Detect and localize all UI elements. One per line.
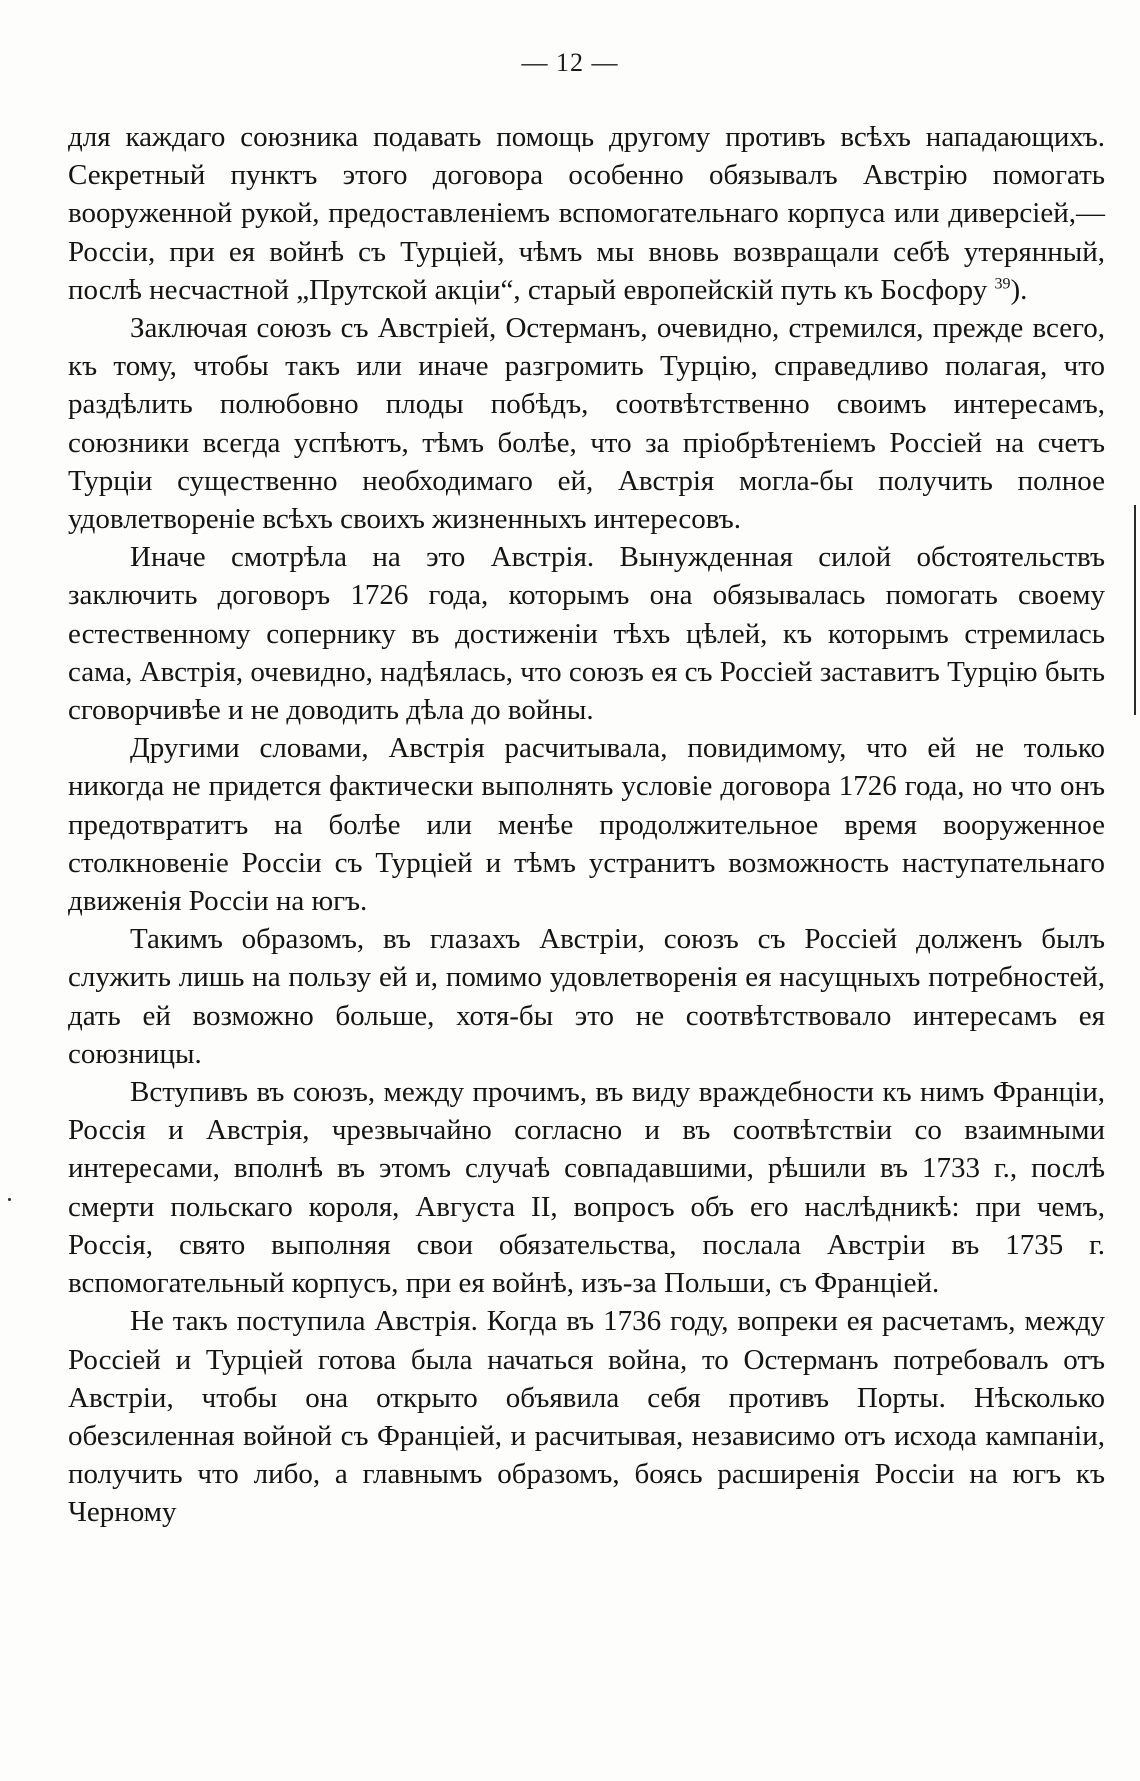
paragraph-4: Другими словами, Австрія расчитывала, повидимому, что ей не только никогда не придется фактически выполнять условіе договора 1726 года, но что онъ предотвратитъ на болѣе или менѣе продолжительное время вооруженное столкновеніе Россіи съ Турціей и тѣмъ устранитъ возможность наступательнаго движенія Россіи на югъ. — [68, 732, 1105, 918]
margin-scan-mark — [1134, 505, 1136, 715]
paragraph-7: Не такъ поступила Австрія. Когда въ 1736 году, вопреки ея расчетамъ, между Россіей и Турціей готова была начаться война, то Остерманъ потребовалъ отъ Австріи, чтобы она открыто объявила себя противъ Порты. Нѣсколько обезсиленная войной съ Франціей, и расчитывая, независимо отъ исхода кампаніи, получить что либо, а главнымъ образомъ, боясь расширенія Россіи на югъ къ Черному — [68, 1305, 1105, 1529]
page-number: — 12 — — [521, 48, 619, 77]
paragraph-1-text: для каждаго союзника подавать помощь другому противъ всѣхъ нападающихъ. Секретный пунктъ этого договора особенно обязывалъ Австрію помогать вооруженной рукой, предоставленіемъ вспомогательнаго корпуса или диверсіей,—Россіи, при ея войнѣ съ Турціей, чѣмъ мы вновь возвращали себѣ утерянный, послѣ несчастной „Прутской акціи“, старый европейскій путь къ Босфору — [68, 121, 1105, 306]
paragraph-2: Заключая союзъ съ Австріей, Остерманъ, очевидно, стремился, прежде всего, къ тому, чтобы такъ или иначе разгромить Турцію, справедливо полагая, что раздѣлить полюбовно плоды побѣдъ, соотвѣтственно своимъ интересамъ, союзники всегда успѣютъ, тѣмъ болѣе, что за пріобрѣтеніемъ Россіей на счетъ Турціи существенно необходимаго ей, Австрія могла-бы получить полное удовлетвореніе всѣхъ своихъ жизненныхъ интересовъ. — [68, 312, 1105, 536]
body-text — [68, 118, 1105, 1532]
paragraph-1 — [68, 118, 1105, 309]
margin-speck — [8, 1198, 11, 1201]
paragraph-5: Такимъ образомъ, въ глазахъ Австріи, союзъ съ Россіей долженъ былъ служить лишь на пользу ей и, помимо удовлетворенія ея насущныхъ потребностей, дать ей возможно больше, хотя-бы это не соотвѣтствовало интересамъ ея союзницы. — [68, 923, 1105, 1070]
paragraph-1-end: ). — [1010, 273, 1028, 306]
paragraph-3: Иначе смотрѣла на это Австрія. Вынужденная силой обстоятельствъ заключить договоръ 1726 года, которымъ она обязывалась помогать своему естественному сопернику въ достиженіи тѣхъ цѣлей, къ которымъ стремилась сама, Австрія, очевидно, надѣялась, что союзъ ея съ Россіей заставитъ Турцію быть сговорчивѣе и не доводить дѣла до войны. — [68, 541, 1105, 727]
footnote-reference: 39 — [994, 275, 1011, 293]
paragraph-6: Вступивъ въ союзъ, между прочимъ, въ виду враждебности къ нимъ Франціи, Россія и Австрія, чрезвычайно согласно и въ соотвѣтствіи со взаимными интересами, вполнѣ въ этомъ случаѣ совпадавшими, рѣшили въ 1733 г., послѣ смерти польскаго короля, Августа II, вопросъ объ его наслѣдникѣ: при чемъ, Россія, свято выполняя свои обязательства, послала Австріи въ 1735 г. вспомогательный корпусъ, при ея войнѣ, изъ-за Польши, съ Франціей. — [68, 1076, 1105, 1300]
